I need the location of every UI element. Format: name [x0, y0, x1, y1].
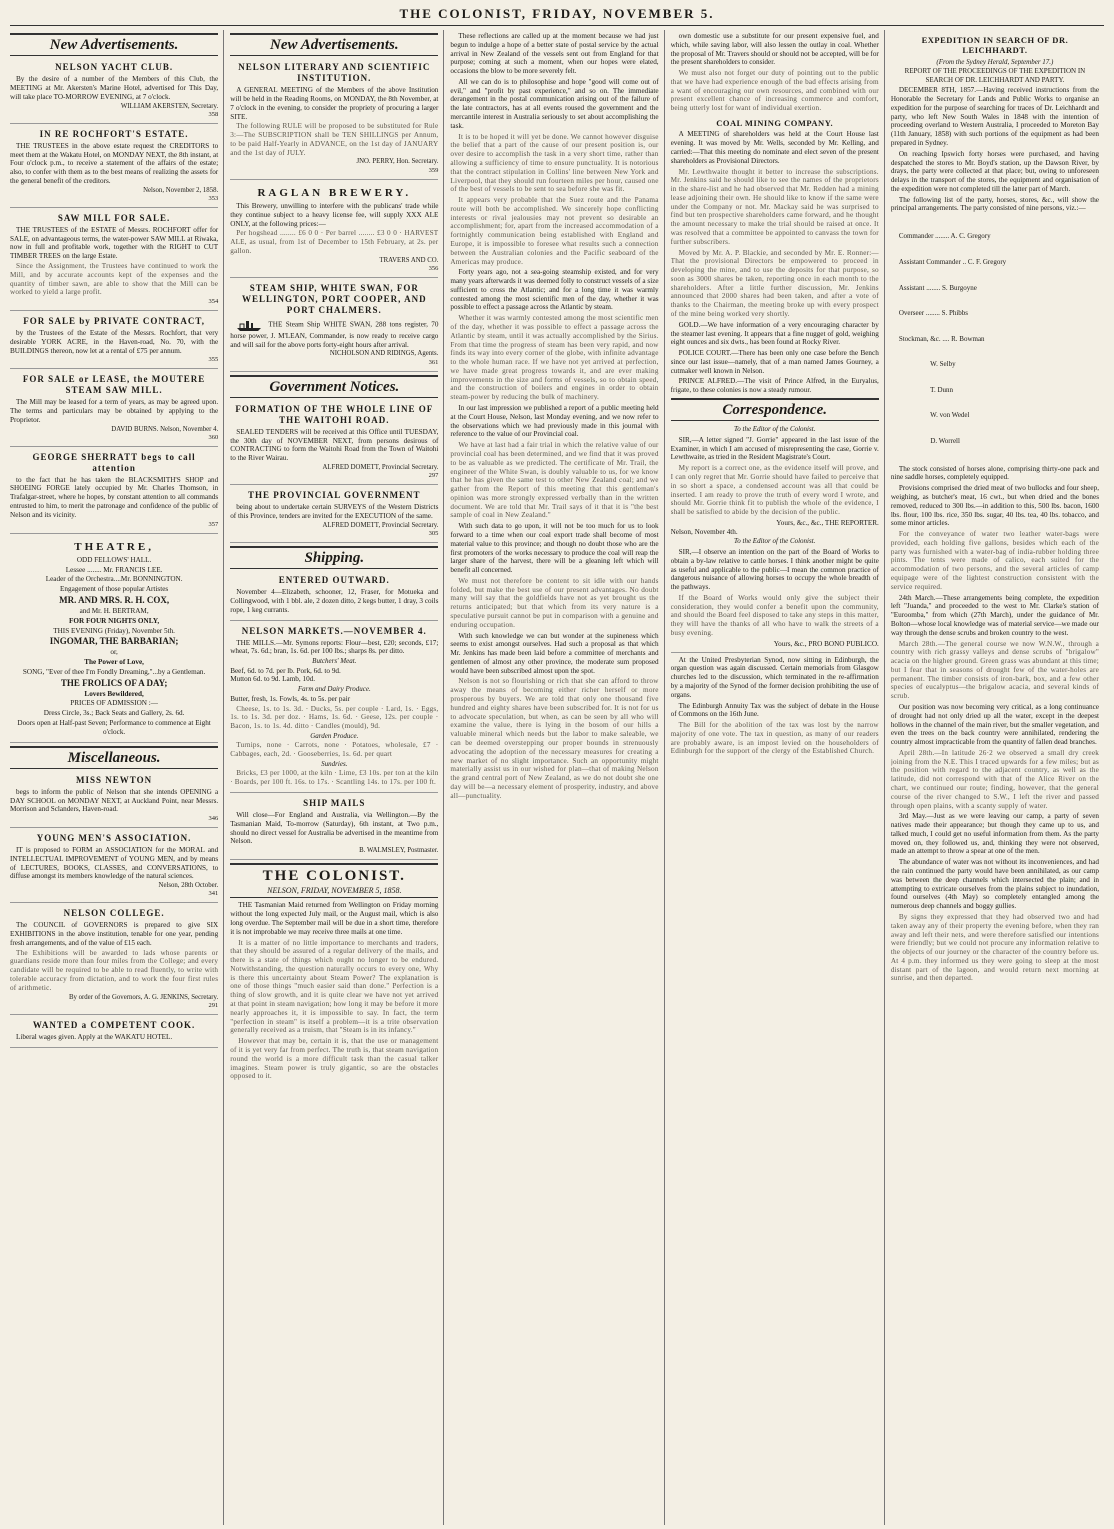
- ad-signature: WILLIAM AKERSTEN, Secretary.: [120, 102, 219, 110]
- news-annuity-tax: The Edinburgh Annuity Tax was the subject of debate in the House of Commons on the 16th June.: [670, 701, 879, 719]
- ad-body: By the desire of a number of the Members of this Club, the MEETING at Mr. Akersten's Marine Hotel, advertised for This Day, will take place TO-MORROW EVENING, at 7 o'clock.: [10, 75, 219, 101]
- theatre-prices: PRICES OF ADMISSION :—: [70, 699, 158, 708]
- ad-number: 359: [428, 166, 439, 174]
- markets-filler: Cheese, 1s. to 1s. 3d. · Ducks, 5s. per couple · Lard, 1s. · Eggs, 1s. to 1s. 3d. per doz. · Hams, 1s. 6d. · Geese, 12s. per couple · Bacon, 1s. to 1s. 4d. ditto · Candles (mould), 9d.: [230, 704, 439, 731]
- theatre-title: THEATRE,: [74, 540, 154, 553]
- theatre-song: SONG, "Ever of thee I'm Fondly Dreaming,"...by a Gentleman.: [22, 667, 206, 676]
- ad-young-mens-association: [10, 831, 218, 903]
- theatre-power: The Power of Love,: [84, 658, 144, 667]
- markets-sundries: Sundries.: [321, 759, 348, 768]
- markets-beef: Beef, 6d. to 7d. per lb. Pork, 6d. to 9d.: [230, 666, 341, 675]
- editorial-paragraph: All we can do is to philosophise and hope "good will come out of evil," and "profit by past experience," and so on. The immediate derangement in the postal communication arising out of the failure of the late contractors, has at all events roused the government and the mercantile interest in Australia seriously to set about accomplishing the task.: [450, 77, 659, 130]
- ad-signature: DAVID BURNS. Nelson, November 4.: [111, 425, 219, 433]
- editorial-filler-2: It appears very probable that the Suez route and the Panama route will both be accomplished. We sincerely hope conflicting interests or rival jealousies may not prevent so desirable an accomplishment; for, apart from the increased accommodation of a fortnightly communication being established with England and Europe, it is impossible to foresee what results such a connection between the Australian colonies and the Pacific seaboard of the Americas may produce.: [450, 196, 659, 266]
- column-5: [891, 30, 1104, 1525]
- editorial-masthead: THE COLONIST.: [230, 863, 438, 885]
- markets-title: NELSON MARKETS.—NOVEMBER 4.: [241, 625, 427, 636]
- expedition-staff-intro: The following list of the party, horses, stores, &c., will show the principal arrangements. The party consisted of nine persons, viz.:—: [890, 195, 1100, 213]
- ad-title: WANTED a COMPETENT COOK.: [32, 1019, 196, 1030]
- ad-body: to the fact that he has taken the BLACKSMITH'S SHOP and SHOEING FORGE lately occupied by Mr. Charles Thomson, in Trafalgar-street, where he hopes, by constant attention to all commands entrusted to him, to merit the patronage and confidence of the public of Nelson and its vicinity.: [10, 475, 219, 519]
- ad-title: NELSON YACHT CLUB.: [55, 62, 174, 73]
- ad-number: 305: [428, 530, 439, 538]
- ad-number: 356: [428, 265, 439, 273]
- ad-number: 360: [208, 433, 219, 441]
- ad-signature: NICHOLSON AND RIDINGS, Agents.: [329, 350, 439, 358]
- ad-title: RAGLAN BREWERY.: [257, 186, 412, 199]
- markets-garden: Garden Produce.: [310, 731, 359, 740]
- ad-body: Will close—For England and Australia, via Wellington.—By the Tasmanian Maid, To-morrow (Saturday), 6th instant, at Two p.m., should no direct vessel for Australia be advertised in the meantime from Nelson.: [230, 811, 439, 846]
- ad-title: FOR SALE or LEASE, the MOUTERE STEAM SAW MILL.: [22, 374, 206, 396]
- ad-signature: TRAVERS AND CO.: [379, 256, 439, 264]
- ad-body: by the Trustees of the Estate of the Messrs. Rochfort, that very desirable YORK ACRE, in the Haven-road, No. 70, with the BUILDINGS thereon, now let at a rental of £75 per annum.: [10, 329, 219, 355]
- ad-body: begs to inform the public of Nelson that she intends OPENING a DAY SCHOOL on MONDAY NEXT, at Auckland Point, near Messrs. Morrison and Sclanders, Haven-road.: [10, 787, 219, 814]
- theatre-artists: MR. AND MRS. R. H. COX,: [59, 595, 170, 606]
- expedition-paragraph: The stock consisted of horses alone, comprising thirty-one pack and nine saddle horses, completely equipped.: [890, 464, 1100, 482]
- article-filler: We must also not forget our duty of pointing out to the public that we have had experience enough of the bad effects arising from a want of encouraging our own resources, and combined with our present excellent chance of increasing commerce and comfort, being utterly lost for want of individual exertion.: [670, 69, 879, 113]
- ad-signature: B. WALMSLEY, Postmaster.: [359, 847, 439, 855]
- letter-body-2: SIR,—I observe an intention on the part of the Board of Works to obtain a by-law relative to cattle horses. I think another might be quite as useful and applicable to the public—I mean the common practice of dangerous nuisance of allowing horses to occupy the whole breadth of the pathways.: [670, 548, 879, 592]
- markets-butter: Butter, fresh, 1s. Fowls, 4s. to 5s. per pair: [230, 694, 351, 703]
- ad-filler-text: Since the Assignment, the Trustees have continued to work the Mill, and by accurate accounts kept of the expenses and the quantity of timber sawn, are able to show that the Mill can be worked to yield a large profit.: [10, 261, 219, 297]
- theatre-also: and Mr. H. BERTRAM,: [79, 607, 149, 616]
- ad-title: ENTERED OUTWARD.: [278, 575, 390, 586]
- expedition-report: REPORT OF THE PROCEEDINGS OF THE EXPEDITION IN SEARCH OF DR. LEICHHARDT AND PARTY.: [904, 67, 1086, 84]
- editorial-filler-6: Nelson is not so flourishing or rich that she can afford to throw away the means of becoming either richer herself or more prosperous by buyers. We are told that only one thousand five hundred and eighty shares have been subscribed for. It is not for us to advocate speculation, but when, as can be seen by all who will examine the value, there is lying in the bosom of our hills a valuable mineral which needs but the labor to make saleable, we can be deemed overstepping our proper bounds in strenuously advocating the adoption of the necessary measures for creating a new market of no slight importance. Such an opportunity might materially assist us in our wished for plan—that of making Nelson the grand central port of New Zealand, as we do not doubt she one day will be—a necessary element of prosperity, industry, and above all—punctuality.: [450, 677, 659, 800]
- section-heading-government: Government Notices.: [230, 375, 438, 398]
- staff-row: W. Selby: [898, 360, 956, 369]
- staff-row: Assistant ........ S. Burgoyne: [898, 283, 977, 292]
- ad-number: 297: [428, 472, 439, 480]
- article-paragraph: own domestic use a substitute for our present expensive fuel, and which, while saving labor, will also lessen the outlay in coal. Whether the proposal of Mr. Travers should or should not be accepted, will be for the present shareholders to consider.: [670, 32, 879, 67]
- ad-body: being about to undertake certain SURVEYS of the Western Districts of this Province, tenders are invited for the EXECUTION of the same.: [230, 503, 439, 520]
- ad-wanted-cook: [10, 1018, 218, 1048]
- ad-sherratt: [10, 450, 218, 534]
- column-1: [10, 30, 224, 1525]
- ad-number: 341: [208, 890, 219, 898]
- staff-row: Stockman, &c. .... R. Bowman: [898, 334, 985, 343]
- ad-body: [230, 318, 438, 350]
- editorial-paragraph: In our last impression we published a report of a public meeting held at the Court House, Nelson, last Monday evening, and we now refer to the observations which we had previously made in this journal with reference to the value of our Provincial coal.: [450, 404, 659, 439]
- expedition-filler-3: April 28th.—In latitude 26·2 we observed a small dry creek joining from the N.E. This I traced upwards for a few miles; but as the position with regard to the adjacent country, as well as the latitude, did not correspond with that of the Alice River on the chart, we continued our route; finding, however, that the general course of the river changed to S.W., I left the river and passed through open plains, with a scanty supply of water.: [890, 748, 1100, 810]
- ad-number: 355: [208, 356, 219, 364]
- theatre-lovers: Lovers Bewildered,: [84, 689, 144, 698]
- ad-nelson-college: [10, 906, 218, 1014]
- editorial-paragraph: With such knowledge we can but wonder at the supineness which seems to exist amongst ourselves. Had such a proposal as that which Mr. Jenkins has made been laid before a committee of merchants and gentlemen of almost any other province, the moderate sum proposed would have been subscribed almost upon the spot.: [450, 631, 659, 675]
- editorial-filler-3: Whether it was warmly contested among the most scientific men of the day, whether it was possible to effect a passage across the Atlantic by steam, until it was actually accomplished by the Sirius. From that time the progress of steam has been very rapid, and now finds its way into every corner of the globe, with infinite advantage to the whole human race. If we have not yet arrived at perfection, we have made great progress towards it, and are ever making improvements in the size and forms of vessels, so to obtain speed, and the construction of boilers and engines in order to obtain steam-power by reducing the bulk of machinery.: [450, 314, 659, 402]
- ad-signature: ALFRED DOMETT, Provincial Secretary.: [322, 521, 439, 529]
- news-filler: The Bill for the abolition of the tax was lost by the narrow majority of one vote. The tax in question, as many of our readers are probably aware, is an impost levied on the householders of Edinburgh for the support of the clergy of the Established Church.: [670, 721, 879, 756]
- expedition-paragraph: 3rd May.—Just as we were leaving our camp, a party of seven natives made their appearance; but though they came up to us, and talked much, I could get no useful information from them. As the party moved on, they followed us, and, thinking they were not observed, made an attempt to throw a spear at one of the men.: [890, 812, 1100, 856]
- ad-body: This Brewery, unwilling to interfere with the publicans' trade while they continue subject to a heavy license fee, will supply XXX ALE ONLY, at the following prices:—: [230, 202, 439, 228]
- section-heading-correspondence: Correspondence.: [671, 398, 879, 421]
- theatre-leader: Leader of the Orchestra....Mr. BONNINGTON.: [45, 575, 183, 584]
- editorial-dateline: NELSON, FRIDAY, NOVEMBER 5, 1858.: [230, 886, 438, 899]
- staff-row: T. Dunn: [898, 385, 953, 394]
- markets-mutton: Mutton 6d. to 9d. Lamb, 10d.: [230, 675, 316, 684]
- ad-body: THE TRUSTEES of the ESTATE of Messrs. ROCHFORT offer for SALE, on advantageous terms, the water-power SAW MILL at Riwaka, now in full and profitable work, together with the RIGHT to CUT TIMBER TREES on the large Estate.: [10, 225, 219, 261]
- ad-body: IT is proposed to FORM an ASSOCIATION for the MORAL and INTELLECTUAL IMPROVEMENT of YOUNG MEN, and by means of LECTURES, BOOKS, CLASSES, and CONVERSATIONS, to diffuse amongst its members knowledge of the natural sciences.: [10, 846, 219, 881]
- theatre-evening: THIS EVENING (Friday), November 5th.: [53, 626, 175, 635]
- theatre-doors: Doors open at Half-past Seven; Performance to commence at Eight o'clock.: [17, 718, 211, 736]
- ad-title: GEORGE SHERRATT begs to call attention: [32, 451, 196, 473]
- editorial-lead: THE Tasmanian Maid returned from Wellington on Friday morning without the long expected July mail, or the August mail, which is also long overdue. The September mail will be due in a short time, therefore it is not improbable we may receive three mails at one time.: [230, 901, 439, 936]
- letter-signature-2: Yours, &c., PRO BONO PUBLICO.: [773, 639, 879, 648]
- masthead: THE COLONIST, FRIDAY, NOVEMBER 5.: [10, 6, 1104, 26]
- ad-number: 346: [208, 815, 219, 823]
- ad-miss-newton: [10, 773, 218, 828]
- ad-title: FOR SALE by PRIVATE CONTRACT,: [23, 316, 205, 327]
- column-4: [671, 30, 885, 1525]
- section-heading-shipping: Shipping.: [230, 546, 438, 569]
- expedition-paragraph: Provisions comprised the dried meat of two bullocks and four sheep, weighing, as butcher's meat, 16 cwt., but when dried and the bones removed, reduced to 300 lbs.—in addition to this, 500 lbs. bacon, 1600 lbs. flour, 100 lbs. rice, 350 lbs. sugar, 40 lbs. tea, 40 lbs. tobacco, and some minor articles.: [890, 484, 1100, 528]
- ad-body: November 4—Elizabeth, schooner, 12, Fraser, for Motueka and Collingwood, with 1 bbl. ale, 2 dozen ditto, 2 kegs butter, 1 dray, 3 coils rope, 1 keg currants.: [230, 588, 439, 614]
- ad-steam-ship: [230, 281, 438, 372]
- section-heading-new-ads: New Advertisements.: [230, 33, 438, 56]
- ad-private-contract: [10, 314, 218, 369]
- ad-theatre: [10, 537, 218, 743]
- expedition-filler-2: March 28th.—The general course we now W.N.W., through a country with rich grassy valleys and dense scrubs of "brigalow" acacia on the higher ground. Green grass was abundant at this time; but I fear that in seasons of drought few of the water-holes are permanent. The timber consists of iron-bark, box, and a few other species of eucalyptus—the brigalow acacia, and several kinds of scrub.: [890, 639, 1100, 701]
- news-synod: At the United Presbyterian Synod, now sitting in Edinburgh, the organ question was again discussed. Certain memorials from Glasgow churches led to the discussion, which terminated in the re-affirmation by a majority of the Synod of the former decision prohibiting the use of organs.: [670, 655, 879, 699]
- nelson-markets: [230, 624, 438, 793]
- columns: [10, 30, 1104, 1525]
- ad-filler-text: The following RULE will be proposed to be substituted for Rule 3:—The SUBSCRIPTION shall be TEN SHILLINGS per Annum, to be paid Half-Yearly in ADVANCE, on the 1st day of JANUARY and the 1st day of JULY.: [230, 122, 439, 157]
- editorial-filler: It is a matter of no little importance to merchants and traders, that they should be assured of a regular delivery of the mails, and there is a state of things which ought no longer to be endured. Notwithstanding, the question naturally occurs to every one, Why is there this uncertainty about Steam Power? The explanation is one of those things "much easier said than done." Perfection is a thing of slow growth, and it is quite clear we have not yet arrived at that point in steam navigation; how long it may be before it more nearly approaches it, it is impossible to say. In fact, the term "perfection in steam" is itself a problem—it is a trite observation generally received as a truism, that "Steam is in its infancy.": [230, 938, 439, 1035]
- ad-body: The COUNCIL of GOVERNORS is prepared to give SIX EXHIBITIONS in the above institution, tenable for one year, pending fresh arrangements, and of the value of £15 each.: [10, 921, 219, 947]
- staff-row: Assistant Commander .. C. F. Gregory: [898, 257, 1007, 266]
- shipping-entered-outward: [230, 573, 438, 620]
- staff-row: Overseer ........ S. Phibbs: [898, 309, 969, 318]
- ad-provincial-surveys: [230, 488, 438, 543]
- ad-title: SAW MILL FOR SALE.: [57, 212, 171, 223]
- ad-rochfort-estate: [10, 127, 218, 208]
- expedition-paragraph: Our position was now becoming very critical, as a long continuance of drought had not only dried up all the water, except in the deepest hollows in the channel of the main river, but the smaller vegetation, and even the trees on the back country were annihilated, rendering the country almost impracticable from the quantity of fallen dead branches.: [890, 702, 1100, 747]
- theatre-farce: THE FROLICS OF A DAY;: [60, 677, 168, 688]
- letter-filler-2: If the Board of Works would only give the subject their consideration, they would confer a benefit upon the community, and should the Board feel disposed to take any steps in this matter, they will have the thanks of all who have to walk the streets of a busy evening.: [670, 593, 879, 638]
- theatre-nights: FOR FOUR NIGHTS ONLY,: [69, 616, 160, 625]
- ad-body: A GENERAL MEETING of the Members of the above Institution will be held in the Reading Rooms, on MONDAY, the 8th November, at 7 o'clock in the evening, to consider the propriety of procuring a larger SITE.: [230, 86, 439, 121]
- column-2: [230, 30, 444, 1525]
- ad-body: SEALED TENDERS will be received at this Office until TUESDAY, the 30th day of NOVEMBER NEXT, from persons desirous of CONTRACTING to form the Waitohi Road from the Town of Waitohi to the River Wairau.: [230, 427, 439, 463]
- ad-title: NELSON COLLEGE.: [63, 908, 165, 919]
- ad-title: SHIP MAILS: [303, 798, 366, 809]
- staff-row: Commander ........ A. C. Gregory: [898, 232, 991, 241]
- ad-waitohi-road: [230, 402, 438, 485]
- expedition-filler-4: By signs they expressed that they had observed two and had taken away any of their property the evening before, when they ran away and left their nets, and were therefore satisfied our intentions were friendly; but we could not procure any information relative to the objects of our journey or the character of the country before us. At 4 p.m. they informed us they were going to sleep at the most distant part of the lagoon, and would return next morning at sunrise, and then departed.: [890, 912, 1100, 983]
- markets-filler-2: Turnips, none · Carrots, none · Potatoes, wholesale, £7 · Cabbages, each, 2d. · Gooseberries, 1s. 6d. per quart: [230, 741, 439, 759]
- letter-body: SIR,—A letter signed "J. Gorrie" appeared in the last issue of the Examiner, in which I am accused of misrepresenting the case, Gorrie v. Lewthwaite, as tried in the Resident Magistrate's Court.: [670, 435, 879, 462]
- ad-title: STEAM SHIP, WHITE SWAN, FOR WELLINGTON, PORT COOPER, AND PORT CHALMERS.: [241, 282, 427, 315]
- ad-saw-mill: [10, 211, 218, 311]
- expedition-paragraph: On reaching Ipswich forty horses were purchased, and having despatched the stores to Mr. Boyd's station, up the Dawson River, by drays, the party were collected at that place; but, owing to unforeseen delays in the transport of the stores, the equipment and organisation of the expedition were not completed till the latter part of March.: [890, 149, 1100, 193]
- markets-body: THE MILLS.—Mr. Symons reports: Flour—best, £20; seconds, £17; wheat, 7s. 6d.; bran, 1s. 6d. per 100 lbs.; sharps 8s. per ditto.: [230, 638, 439, 656]
- editorial-filler: It is to be hoped it will yet be done. We cannot however disguise the belief that a part of the cause of our present position is, our over desire to accomplish the task in a very short time, rather than allowing a sufficiency of time to ensure punctuality. It is notorious that the contract stipulation in Collins' line between New York and Liverpool, that they should run fourteen miles per hour, caused one of the best of vessels to be sent to sea before she was fit.: [450, 132, 659, 194]
- ad-number: 361: [428, 358, 439, 366]
- ad-number: 291: [208, 1001, 219, 1009]
- editorial-paragraph: Forty years ago, not a sea-going steamship existed, and for very many years afterwards it was deemed folly to construct vessels of a size sufficient to cross the Atlantic; and for a long time it was warmly contested among the most scientific men of the day, whether it was possible to effect a passage across the Atlantic by steam.: [450, 268, 659, 312]
- markets-butchers: Butchers' Meat.: [312, 657, 357, 666]
- theatre-admission: Dress Circle, 3s.; Back Seats and Gallery, 2s. 6d.: [43, 709, 185, 718]
- ad-number: 357: [208, 520, 219, 528]
- section-heading-new-ads: New Advertisements.: [10, 33, 218, 56]
- editorial-filler-4: We have at last had a fair trial in which the relative value of our provincial coal has been determined, and we find that it was proved to be as valuable as we predicted. The certificate of Mr. Trail, the engineer of the White Swan, is doubly valuable to us, for we know that he has given the same test to other New Zealand coal; and we gather from the Report of this meeting that this gentleman's opinion was more strongly expressed verbally than in the written document. We are told that Mr. Trail says of it that it is "the best sample of coal in New Zealand.": [450, 441, 659, 520]
- editorial-paragraph: These reflections are called up at the moment because we had just begun to indulge a hope of a better state of postal service by the actual arrival in New Zealand of the vessels sent out from England for that purpose; coming at such a moment, when our hopes were elated, occasions the blow to be more severely felt.: [450, 32, 659, 76]
- ad-body: Liberal wages given. Apply at the WAKATU HOTEL.: [16, 1032, 173, 1041]
- letter-filler: My report is a correct one, as the evidence itself will prove, and I can only regret that Mr. Gorrie should have failed to perceive that in so short a space, a condensed account was all that could be inserted. I am ready to prove the truth of every word I wrote, and should Mr. Gorrie think fit to publish the whole of the evidence, I shall be satisfied to abide by the decision of the public.: [670, 464, 879, 517]
- markets-farm: Farm and Dairy Produce.: [297, 685, 371, 694]
- ad-literary-institution: [230, 60, 438, 179]
- ad-number: 353: [208, 194, 219, 202]
- ad-moutere-mill: [10, 372, 218, 446]
- ad-title: THE PROVINCIAL GOVERNMENT: [248, 490, 421, 501]
- ad-body: THE TRUSTEES in the above estate request the CREDITORS to meet them at the Wakatu Hotel, on MONDAY NEXT, the 8th instant, at Four o'clock p.m., to receive a statement of the affairs of the estate; also, to confer with them as to the best means of realizing the assets for the general benefit of the creditors.: [10, 141, 219, 185]
- theatre-or: or,: [110, 648, 118, 657]
- ad-raglan-brewery: [230, 183, 438, 278]
- article-paragraph: A MEETING of shareholders was held at the Court House last evening. It was moved by Mr. Wells, seconded by Mr. Kelling, and carried:—That this meeting do nominate and elect seven of the present shareholders as Provisional Directors.: [670, 130, 879, 165]
- editorial-paragraph: With such data to go upon, it will not be too much for us to look forward to a time when our coal export trade shall become of most material value to this province; and though no doubt those who are the first promoters of the works necessary to produce the coal will reap the larger share of the harvest, there will be a gleaning left which will benefit all concerned.: [450, 522, 659, 575]
- ad-body: The Mill may be leased for a term of years, as may be agreed upon. The terms and particulars may be obtained by applying to the Proprietor.: [10, 398, 219, 424]
- ad-signature: Nelson, 28th October.: [158, 882, 219, 890]
- expedition-source: (From the Sydney Herald, September 17.): [936, 57, 1054, 66]
- staff-row: W. von Wedel: [898, 411, 970, 420]
- ad-filler-text: The Exhibitions will be awarded to lads whose parents or guardians reside more than four miles from the College; and every candidate will be required to be able to read fluently, to write with tolerable accuracy from dictation, and to work the four first rules of arithmetic.: [10, 948, 219, 992]
- markets-filler-3: Bricks, £3 per 1000, at the kiln · Lime, £3 10s. per ton at the kiln · Boards, per 100 ft. 16s. to 17s. · Scantling 14s. to 17s. per 100 ft.: [230, 769, 439, 787]
- article-filler-3: Moved by Mr. A. P. Blackie, and seconded by Mr. E. Ronner:—That the provisional Directors be empowered to proceed in developing the mine, and to use the deposits for that purpose, so soon as 3000 shares be taken, reporting once in each month to the shareholders. After a little further discussion, Mr. Jenkins announced that 2000 shares had been taken, and after a vote of thanks to the Chairman, the meeting broke up with every prospect of the mine being worked very shortly.: [670, 248, 879, 319]
- expedition-paragraph: The abundance of water was not without its inconveniences, and had the rain continued the party would have been annihilated, as our camp was between the deep channels which intersected the plain; and in attempting to extricate ourselves from the plains subject to inundation, found ourselves (4th May) so completely entangled among the numerous deep channels and boggy gullies.: [890, 858, 1100, 911]
- expedition-paragraph: 24th March.—These arrangements being complete, the expedition left "Juanda," and proceeded to the west to Mr. Clarke's station of "Euroomba," from which (27th March), under the guidance of Mr. Bolton—whose local knowledge was of material service—we made our way through the dense scrubs and broken country to the west.: [890, 593, 1100, 637]
- ad-signature: ALFRED DOMETT, Provincial Secretary.: [322, 464, 439, 472]
- ad-filler-text: Per hogshead ........ £6 0 0 · Per barrel ........ £3 0 0 · HARVEST ALE, as usual, from 1st of December to 15th February, at 2s. per gallon.: [230, 229, 439, 255]
- ad-title: FORMATION OF THE WHOLE LINE OF THE WAITOHI ROAD.: [235, 403, 434, 425]
- ad-body-text: THE Steam Ship WHITE SWAN, 288 tons register, 70 horse power, J. M'LEAN, Commander, is now ready to receive cargo and will sail for the above ports forty-eight hours after arrival.: [230, 320, 439, 349]
- ad-number: 354: [208, 298, 219, 306]
- theatre-venue: ODD FELLOWS' HALL.: [76, 555, 152, 564]
- expedition-paragraph: DECEMBER 8TH, 1857.—Having received instructions from the Honorable the Secretary for Lands and Public Works to organise an expedition for the purpose of searching for traces of Dr. Leichhardt and party, who left New South Wales in 1848 with the intention of proceeding overland to Western Australia, I proceeded to Moreton Bay (11th January, 1858) with such portions of the equipment as had been prepared in Sydney.: [890, 86, 1100, 147]
- letter-signature: Yours, &c., &c., THE REPORTER.: [776, 518, 879, 527]
- letter-salutation-2: To the Editor of the Colonist.: [734, 537, 816, 546]
- theatre-play: INGOMAR, THE BARBARIAN;: [49, 636, 179, 647]
- ad-signature: JNO. PERRY, Hon. Secretary.: [356, 158, 439, 166]
- letter-salutation: To the Editor of the Colonist.: [734, 425, 816, 434]
- ship-mails: [230, 796, 438, 860]
- news-police-court: POLICE COURT.—There has been only one case before the Bench since our last issue—namely, that of a man named James Gourney, a cutmaker well known in Nelson.: [670, 349, 879, 375]
- ad-title: YOUNG MEN'S ASSOCIATION.: [36, 833, 192, 844]
- ad-title: NELSON LITERARY AND SCIENTIFIC INSTITUTION.: [238, 62, 431, 84]
- staff-row: D. Worrell: [898, 437, 960, 446]
- divider: [671, 652, 879, 653]
- theatre-lessee: Lessee ........ Mr. FRANCIS LEE.: [65, 565, 163, 574]
- expedition-title: EXPEDITION IN SEARCH OF DR. LEICHHARDT.: [921, 35, 1069, 56]
- ad-yacht-club: [10, 60, 218, 124]
- column-3: [450, 30, 664, 1525]
- news-prince-alfred: PRINCE ALFRED.—The visit of Prince Alfred, in the Euryalus, frigate, to these colonies is now a steady rumour.: [670, 377, 879, 395]
- ad-number: 358: [208, 110, 219, 118]
- article-filler-2: Mr. Lewthwaite thought it better to increase the subscriptions. Mr. Jenkins said he should like to see the names of the proprietors in the share-list and he had observed that Mr. Redden had a mining lease adjoining their own. He should like to know if the same were under the Company or not. Mr. Mackay said he was surprised to find but ten prospective shareholders came forward, and he thought the amount necessary to make the trial should be raised at once. It was resolved that a committee be appointed to canvass the town for further subscribers.: [670, 167, 879, 246]
- expedition-filler: For the conveyance of water two leather water-bags were provided, each holding five gallons, besides which each of the party was furnished with a water-bag of india-rubber holding three pints. The tents were made of calico, each suited for the accommodation of two persons, and the several articles of camp equipage were of the lightest construction consistent with the service required.: [890, 530, 1100, 591]
- ad-title: MISS NEWTON: [76, 774, 153, 785]
- editorial-filler-5: We must not therefore be content to sit idle with our hands folded, but make the best use of our present advantages. No doubt many will say that the goldfields have not as yet brought us the returns anticipated; but that which from its very nature is a speculative pursuit cannot be put in comparison with a genuine and enduring occupation.: [450, 576, 659, 629]
- news-gold: GOLD.—We have information of a very encouraging character by the steamer last evening. It appears that a fine nugget of gold, weighing eight ounces and six dwts., has been found at Rocky River.: [670, 320, 879, 347]
- ad-signature: By order of the Governors, A. G. JENKINS, Secretary.: [68, 993, 219, 1001]
- steamship-icon: [236, 318, 262, 332]
- ad-title: IN RE ROCHFORT'S ESTATE.: [39, 128, 189, 139]
- ad-signature: Nelson, November 2, 1858.: [143, 186, 219, 194]
- expedition-staff-list: [891, 215, 1099, 462]
- editorial-filler-2: However that may be, certain it is, that the use or management of it is yet very far from perfect. The truth is, that steam navigation round the world is a more difficult task than the casual talker imagines. Steam power is truly gigantic, so are the obstacles opposed to it.: [230, 1037, 439, 1081]
- article-heading-coal: COAL MINING COMPANY.: [716, 118, 834, 129]
- theatre-engagement: Engagement of those popular Artistes: [60, 585, 169, 594]
- section-heading-miscellaneous: Miscellaneous.: [10, 746, 218, 769]
- letter-date: Nelson, November 4th.: [670, 527, 738, 536]
